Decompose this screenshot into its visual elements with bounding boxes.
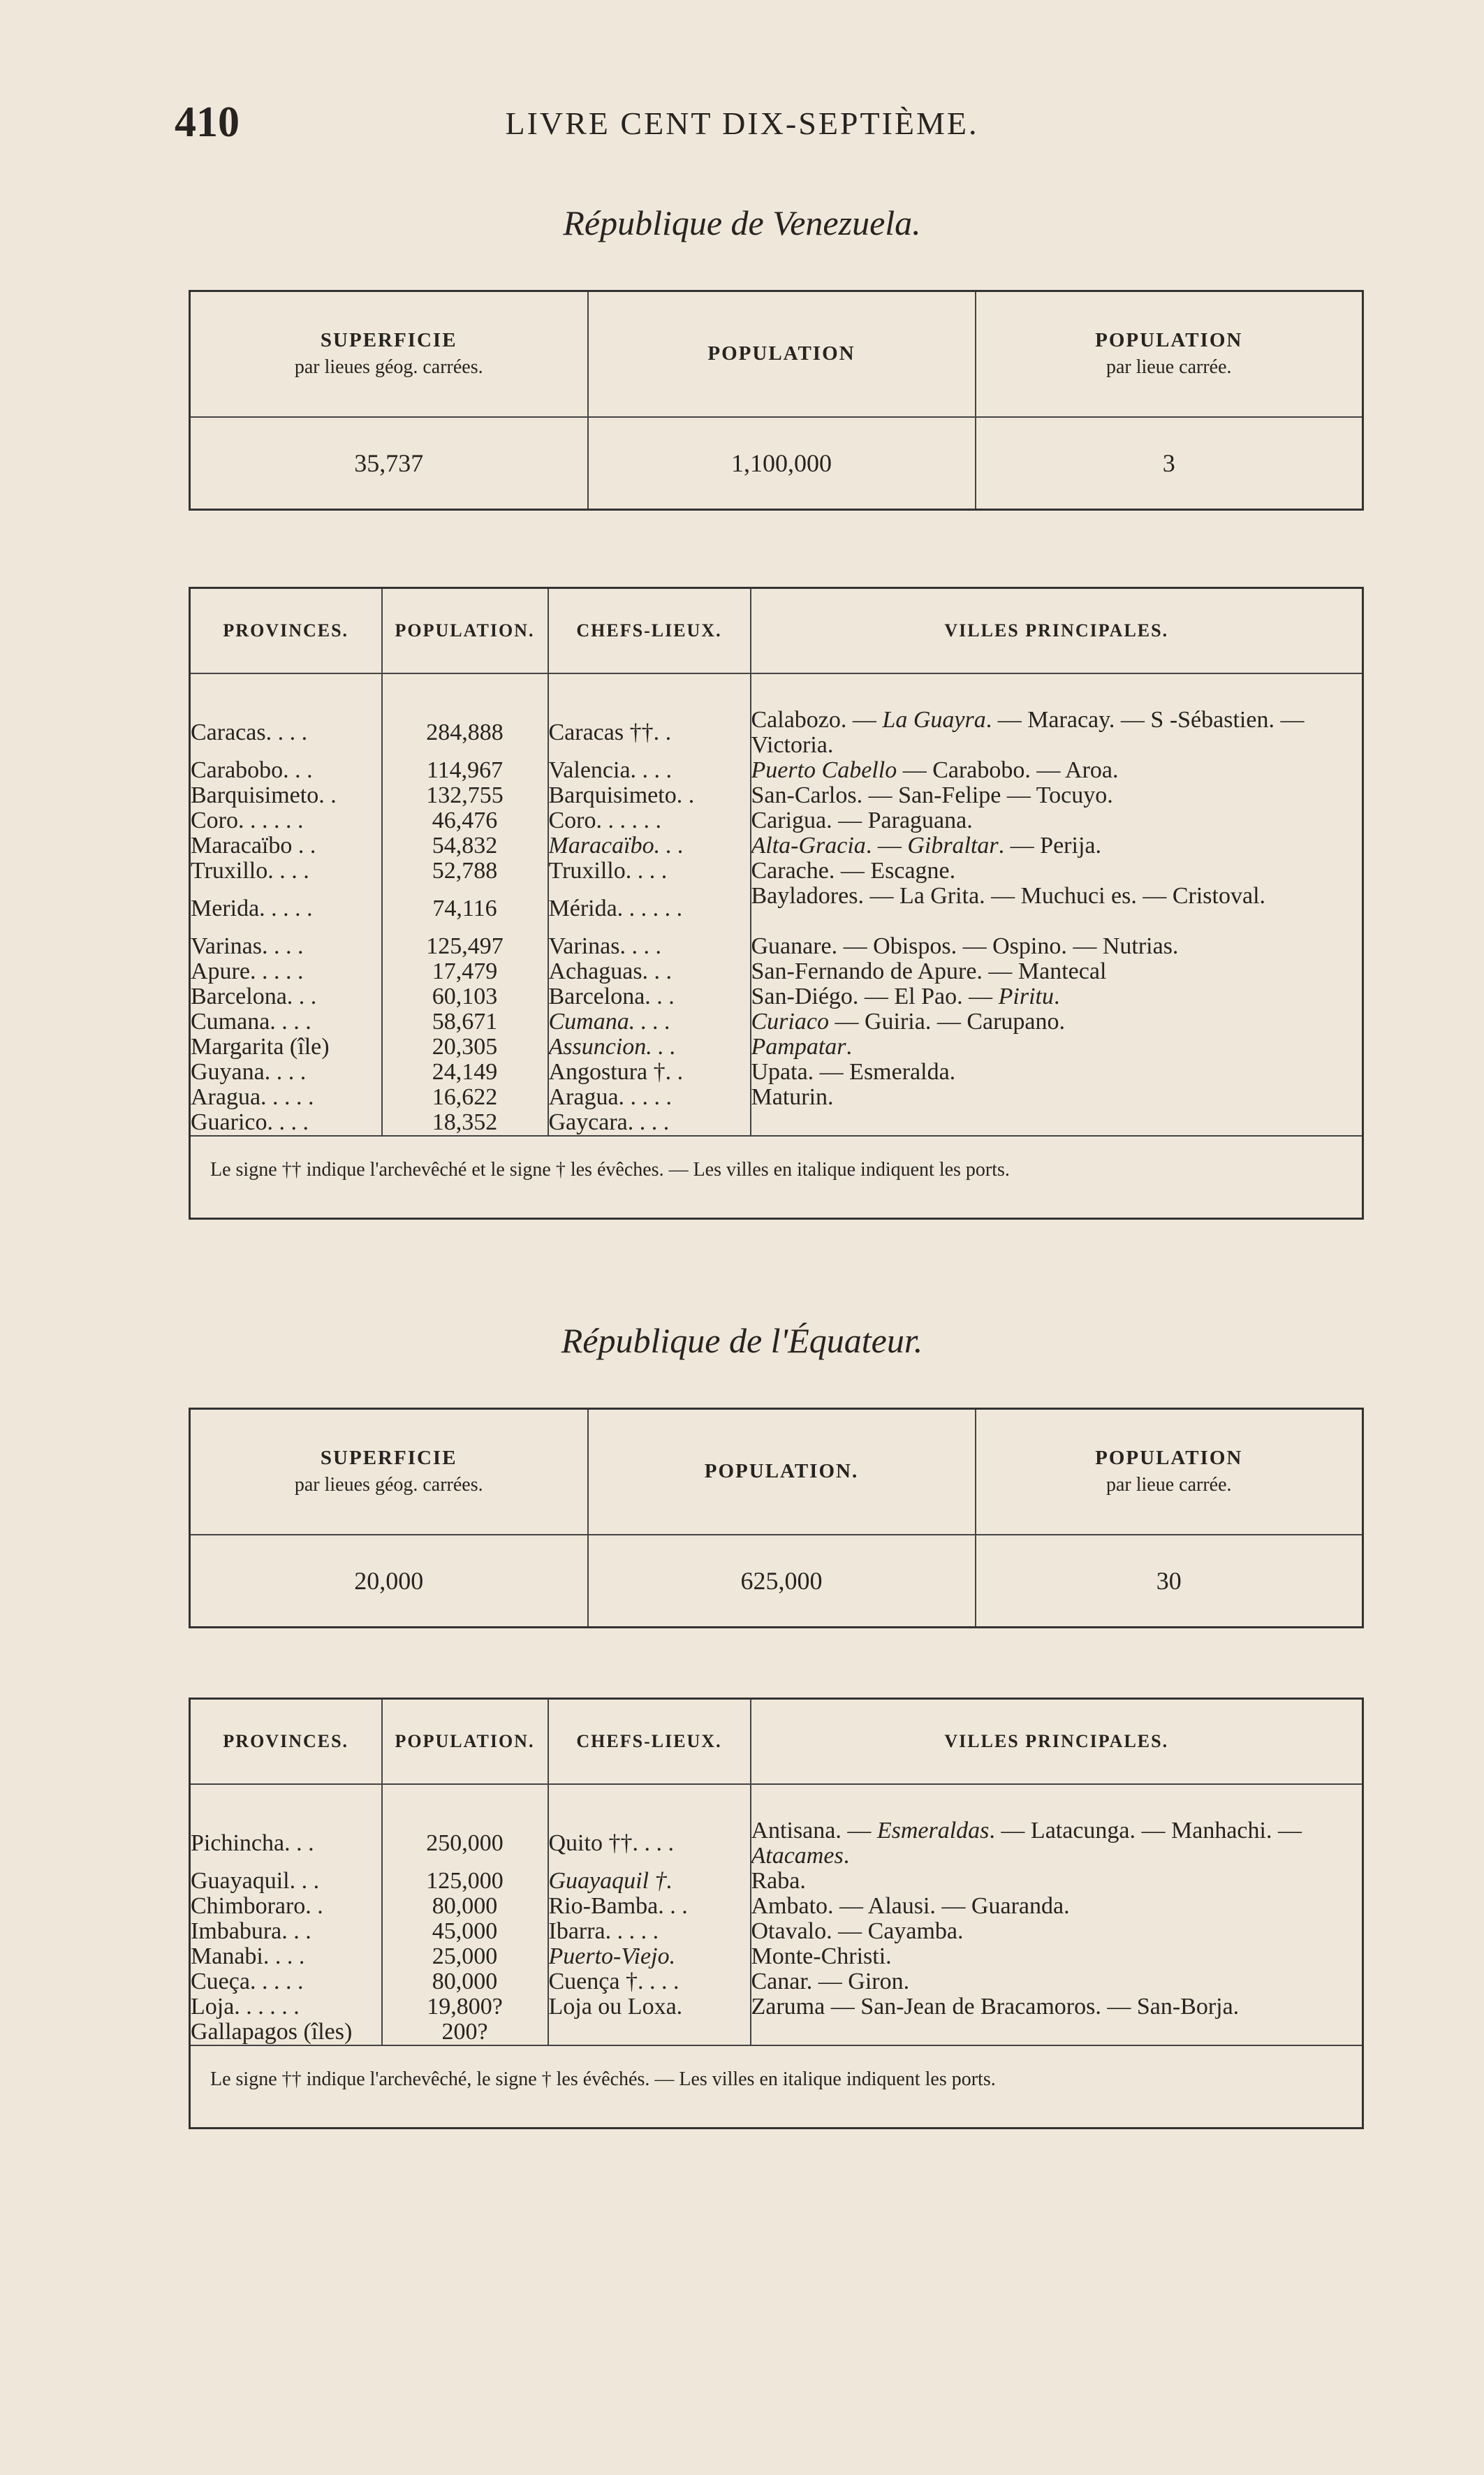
province-villes: Zaruma — San-Jean de Bracamoros. — San-Borja. bbox=[751, 1994, 1240, 2020]
column-header-provinces: PROVINCES. bbox=[190, 588, 382, 674]
province-villes: Canar. — Giron. bbox=[751, 1969, 910, 1994]
province-name-text: Merida. . . . . bbox=[191, 896, 313, 921]
province-villes: Alta-Gracia. — Gibraltar. — Perija. bbox=[751, 833, 1101, 859]
province-chef-lieu: Coro. . . . . . bbox=[548, 808, 661, 833]
province-population: 58,671 bbox=[432, 1009, 498, 1035]
province-villes: Maturin. bbox=[751, 1085, 834, 1110]
province-name: Gallapagos (îles) bbox=[191, 2020, 353, 2045]
summary-header-title: POPULATION bbox=[1095, 1447, 1243, 1470]
page-number: 410 bbox=[175, 98, 240, 146]
province-population: 46,476 bbox=[432, 808, 498, 833]
province-name bbox=[191, 1818, 381, 1869]
province-chef-lieu bbox=[549, 1818, 750, 1869]
equateur-provinces-table bbox=[189, 1698, 1364, 2129]
province-population: 19,800? bbox=[427, 1994, 503, 2020]
province-villes: San-Fernando de Apure. — Mantecal bbox=[751, 959, 1107, 984]
province-name: Truxillo. . . . bbox=[191, 859, 309, 884]
province-villes: Carigua. — Paraguana. bbox=[751, 808, 973, 833]
summary-header-title: SUPERFICIE bbox=[320, 329, 457, 352]
column-villes bbox=[751, 1784, 1363, 2045]
province-villes: Guanare. — Obispos. — Ospino. — Nutrias. bbox=[751, 934, 1179, 959]
column-provinces bbox=[190, 1784, 382, 2045]
summary-header-title: POPULATION. bbox=[704, 1460, 859, 1483]
province-chef-lieu: Barquisimeto. . bbox=[548, 783, 695, 808]
province-population: 125,000 bbox=[426, 1869, 504, 1894]
province-villes: Calabozo. — La Guayra. — Maracay. — S -Sébastien. — Victoria. bbox=[751, 708, 1305, 758]
province-villes bbox=[751, 2020, 1362, 2045]
summary-header-population bbox=[588, 1409, 976, 1535]
column-header-population: POPULATION. bbox=[382, 588, 548, 674]
province-chef-lieu: Puerto-Viejo. bbox=[548, 1944, 676, 1969]
province-population: 125,497 bbox=[426, 934, 504, 959]
province-population: 16,622 bbox=[432, 1085, 498, 1110]
province-population: 20,305 bbox=[432, 1035, 498, 1060]
venezuela-provinces-table bbox=[189, 587, 1364, 1220]
province-name: Apure. . . . . bbox=[191, 959, 304, 984]
summary-value-superficie: 35,737 bbox=[190, 417, 588, 510]
summary-value-density: 30 bbox=[976, 1535, 1363, 1628]
summary-header-density bbox=[976, 291, 1363, 417]
province-villes: Bayladores. — La Grita. — Muchuci es. — Cristoval. bbox=[751, 884, 1266, 909]
province-population bbox=[383, 884, 548, 934]
province-name: Maracaïbo . . bbox=[191, 833, 316, 859]
column-header-chefs-lieux: CHEFS-LIEUX. bbox=[548, 1699, 751, 1785]
province-name: Aragua. . . . . bbox=[191, 1085, 314, 1110]
summary-value-population: 625,000 bbox=[588, 1535, 976, 1628]
province-villes: Carache. — Escagne. bbox=[751, 859, 956, 884]
equateur-summary-table bbox=[189, 1408, 1364, 1628]
province-villes: San-Diégo. — El Pao. — Piritu. bbox=[751, 984, 1060, 1009]
province-population: 132,755 bbox=[426, 783, 504, 808]
province-name: Cumana. . . . bbox=[191, 1009, 311, 1035]
province-villes: San-Carlos. — San-Felipe — Tocuyo. bbox=[751, 783, 1113, 808]
column-header-villes: VILLES PRINCIPALES. bbox=[751, 588, 1363, 674]
column-population bbox=[382, 673, 548, 1136]
province-chef-lieu bbox=[549, 884, 750, 934]
province-name: Barcelona. . . bbox=[191, 984, 317, 1009]
province-name: Barquisimeto. . bbox=[191, 783, 337, 808]
province-population bbox=[383, 708, 548, 758]
province-villes: Ambato. — Alausi. — Guaranda. bbox=[751, 1894, 1070, 1919]
province-name bbox=[191, 884, 381, 934]
province-chef-lieu: Barcelona. . . bbox=[548, 984, 675, 1009]
province-population: 25,000 bbox=[432, 1944, 498, 1969]
province-name: Loja. . . . . . bbox=[191, 1994, 300, 2020]
summary-header-sub: par lieues géog. carrées. bbox=[294, 356, 483, 379]
province-chef-lieu: Cumana. . . . bbox=[548, 1009, 671, 1035]
column-villes bbox=[751, 673, 1363, 1136]
province-population: 200? bbox=[441, 2020, 488, 2045]
province-name: Manabi. . . . bbox=[191, 1944, 305, 1969]
column-provinces bbox=[190, 673, 382, 1136]
province-villes: Puerto Cabello — Carabobo. — Aroa. bbox=[751, 758, 1119, 783]
province-chef-lieu: Varinas. . . . bbox=[548, 934, 661, 959]
province-name: Cueça. . . . . bbox=[191, 1969, 304, 1994]
province-chef-lieu: Gaycara. . . . bbox=[548, 1110, 670, 1135]
column-header-population: POPULATION. bbox=[382, 1699, 548, 1785]
province-population-text: 284,888 bbox=[426, 720, 504, 745]
province-chef-lieu: Aragua. . . . . bbox=[548, 1085, 673, 1110]
summary-value-population: 1,100,000 bbox=[588, 417, 976, 510]
province-name: Carabobo. . . bbox=[191, 758, 313, 783]
province-name: Margarita (île) bbox=[191, 1035, 330, 1060]
province-chef-lieu: Achaguas. . . bbox=[548, 959, 673, 984]
province-chef-lieu-text: Caracas ††. . bbox=[548, 720, 672, 745]
summary-header-title: POPULATION bbox=[707, 342, 855, 365]
province-name: Coro. . . . . . bbox=[191, 808, 304, 833]
province-population: 45,000 bbox=[432, 1919, 498, 1944]
province-population: 60,103 bbox=[432, 984, 498, 1009]
province-chef-lieu: Valencia. . . . bbox=[548, 758, 673, 783]
province-villes: Curiaco — Guiria. — Carupano. bbox=[751, 1009, 1065, 1035]
province-name-text: Pichincha. . . bbox=[191, 1830, 314, 1856]
province-name bbox=[191, 708, 381, 758]
column-chefs-lieux bbox=[548, 673, 751, 1136]
province-population: 52,788 bbox=[432, 859, 498, 884]
table-note: Le signe †† indique l'archevêché et le signe † les évêches. — Les villes en italique indiquent les ports. bbox=[190, 1136, 1363, 1219]
province-villes bbox=[751, 1110, 1362, 1135]
province-population: 80,000 bbox=[432, 1969, 498, 1994]
summary-header-density bbox=[976, 1409, 1363, 1535]
province-population: 54,832 bbox=[432, 833, 498, 859]
province-population: 80,000 bbox=[432, 1894, 498, 1919]
province-chef-lieu: Truxillo. . . . bbox=[548, 859, 668, 884]
column-chefs-lieux bbox=[548, 1784, 751, 2045]
province-population bbox=[383, 1818, 548, 1869]
province-chef-lieu: Angostura †. . bbox=[548, 1060, 684, 1085]
province-villes: Otavalo. — Cayamba. bbox=[751, 1919, 964, 1944]
province-name: Guarico. . . . bbox=[191, 1110, 309, 1135]
province-chef-lieu: Assuncion. . . bbox=[548, 1035, 676, 1060]
summary-header-superficie bbox=[190, 1409, 588, 1535]
column-population bbox=[382, 1784, 548, 2045]
summary-header-title: POPULATION bbox=[1095, 329, 1243, 352]
summary-header-superficie bbox=[190, 291, 588, 417]
province-population: 18,352 bbox=[432, 1110, 498, 1135]
province-chef-lieu: Maracaïbo. . . bbox=[548, 833, 684, 859]
province-population: 114,967 bbox=[426, 758, 504, 783]
section-title-venezuela: République de Venezuela. bbox=[563, 203, 921, 242]
province-chef-lieu: Ibarra. . . . . bbox=[548, 1919, 659, 1944]
column-header-provinces: PROVINCES. bbox=[190, 1699, 382, 1785]
province-chef-lieu bbox=[549, 708, 750, 758]
province-name: Guayaquil. . . bbox=[191, 1869, 320, 1894]
table-note: Le signe †† indique l'archevêché, le signe † les évêchés. — Les villes en italique indiquent les ports. bbox=[190, 2045, 1363, 2129]
province-name: Chimboraro. . bbox=[191, 1894, 323, 1919]
summary-value-superficie: 20,000 bbox=[190, 1535, 588, 1628]
province-name: Guyana. . . . bbox=[191, 1060, 307, 1085]
summary-header-title: SUPERFICIE bbox=[320, 1447, 457, 1470]
province-chef-lieu bbox=[549, 2020, 750, 2045]
section-title-equateur: République de l'Équateur. bbox=[561, 1321, 923, 1360]
province-population-text: 74,116 bbox=[432, 896, 497, 921]
province-population: 17,479 bbox=[432, 959, 498, 984]
summary-header-sub: par lieue carrée. bbox=[1105, 356, 1232, 379]
province-name: Varinas. . . . bbox=[191, 934, 304, 959]
province-villes: Raba. bbox=[751, 1869, 806, 1894]
province-chef-lieu: Guayaquil †. bbox=[548, 1869, 673, 1894]
province-villes: Monte-Christi. bbox=[751, 1944, 892, 1969]
province-name-text: Caracas. . . . bbox=[191, 720, 308, 745]
column-header-chefs-lieux: CHEFS-LIEUX. bbox=[548, 588, 751, 674]
province-villes: Upata. — Esmeralda. bbox=[751, 1060, 956, 1085]
summary-header-population bbox=[588, 291, 976, 417]
column-header-villes: VILLES PRINCIPALES. bbox=[751, 1699, 1363, 1785]
summary-header-sub: par lieue carrée. bbox=[1105, 1474, 1232, 1496]
summary-header-sub: par lieues géog. carrées. bbox=[294, 1474, 483, 1496]
province-chef-lieu-text: Mérida. . . . . . bbox=[548, 896, 683, 921]
province-villes: Antisana. — Esmeraldas. — Latacunga. — Manhachi. — Atacames. bbox=[751, 1818, 1302, 1869]
province-chef-lieu: Loja ou Loxa. bbox=[548, 1994, 683, 2020]
summary-value-density: 3 bbox=[976, 417, 1363, 510]
province-chef-lieu: Cuença †. . . . bbox=[548, 1969, 679, 1994]
venezuela-summary-table bbox=[189, 290, 1364, 511]
province-name: Imbabura. . . bbox=[191, 1919, 311, 1944]
province-population-text: 250,000 bbox=[426, 1830, 504, 1856]
province-population: 24,149 bbox=[432, 1060, 498, 1085]
province-chef-lieu-text: Quito ††. . . . bbox=[548, 1830, 674, 1856]
province-villes: Pampatar. bbox=[751, 1035, 852, 1060]
running-head: LIVRE CENT DIX-SEPTIÈME. bbox=[505, 105, 979, 141]
province-chef-lieu: Rio-Bamba. . . bbox=[548, 1894, 688, 1919]
